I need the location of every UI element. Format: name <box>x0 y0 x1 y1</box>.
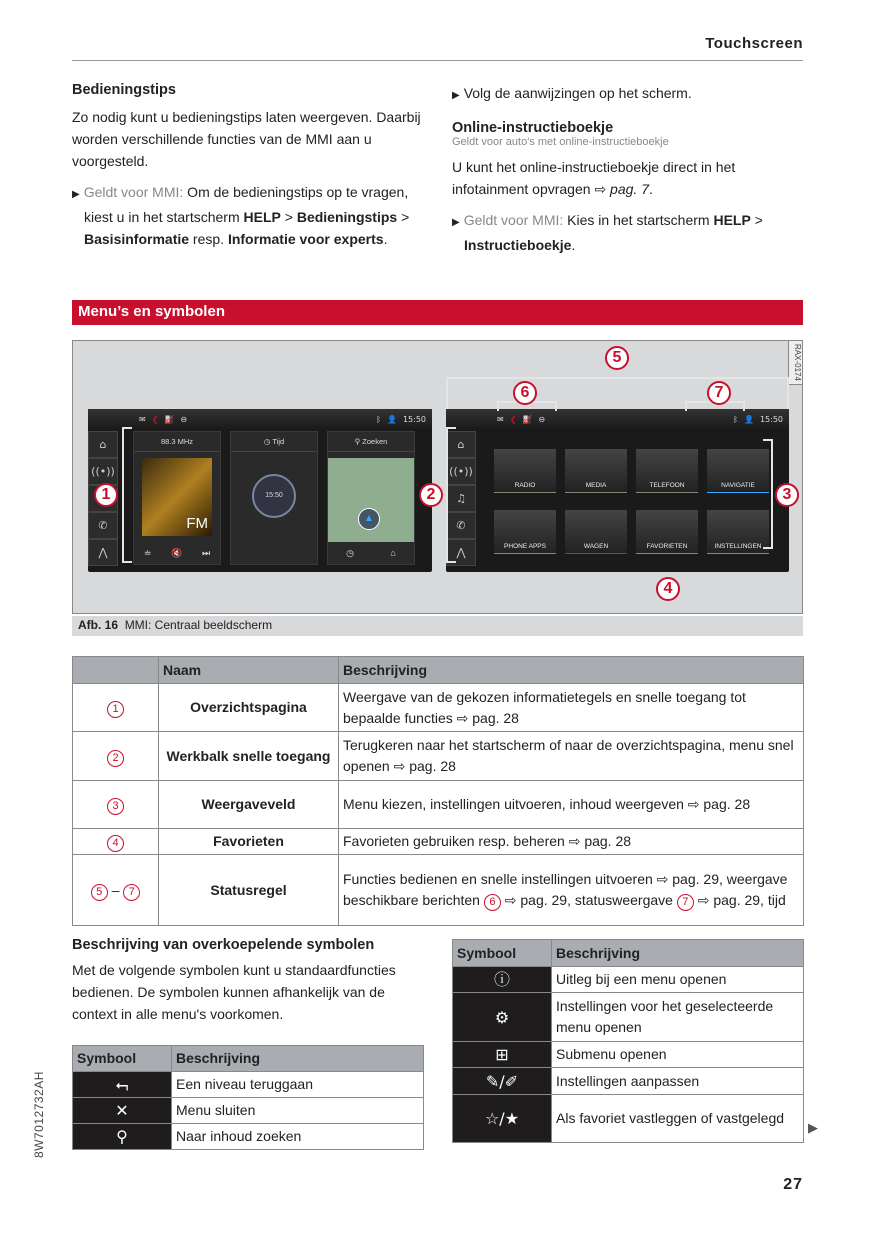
heading-bedieningstips: Bedieningstips <box>72 82 176 98</box>
submenu-icon: ⊞ <box>453 1042 552 1068</box>
tile-wagen[interactable]: WAGEN <box>565 510 627 554</box>
desc: Submenu openen <box>552 1042 804 1068</box>
table-row <box>453 1095 804 1143</box>
desc: Menu kiezen, instellingen uitvoeren, inhoud weergeven ⇨ pag. 28 <box>339 781 804 829</box>
th: Symbool <box>453 940 552 967</box>
bedieningstips-bullet: ▶ Geldt voor MMI: Om de bedieningstips op te vragen, kiest u in het startscherm HELP > Bedieningstips > Basisinformatie resp. Informatie voor experts. <box>72 184 410 247</box>
desc: Naar inhoud zoeken <box>172 1124 424 1150</box>
desc: Een niveau teruggaan <box>172 1072 424 1098</box>
home-icon[interactable]: ⌂ <box>446 431 476 458</box>
name: Overzichtspagina <box>159 684 339 732</box>
th: Beschrijving <box>552 940 804 967</box>
tile-navigatie[interactable]: NAVIGATIE <box>707 449 769 493</box>
home-icon[interactable]: ⌂ <box>88 431 118 458</box>
t: > <box>750 212 763 228</box>
profile-icon: 👤 <box>743 414 754 424</box>
follow-instructions: ▶ Volg de aanwijzingen op het scherm. <box>452 85 692 101</box>
num: 7 <box>123 884 140 901</box>
radio-icon[interactable]: ((•)) <box>446 458 476 485</box>
desc: Weergave van de gekozen informatietegels en snelle toegang tot bepaalde functies ⇨ pag. 28 <box>339 684 804 732</box>
t: ⇨ pag. 29, statusweergave <box>500 892 677 908</box>
fuel-icon: ⛽ <box>164 414 175 424</box>
t: resp. <box>189 231 228 247</box>
desc: Favorieten gebruiken resp. beheren ⇨ pag. 28 <box>339 829 804 855</box>
t: Om de bedieningstips op te vragen, kiest u in het startscherm <box>84 184 409 225</box>
status-icon: ⊖ <box>538 414 546 424</box>
back-icon: ⮢ <box>73 1072 172 1098</box>
clock-tile[interactable] <box>230 431 318 565</box>
nav-controls <box>328 542 414 564</box>
message-icon: ✉ <box>139 414 146 424</box>
page-number: 27 <box>783 1176 803 1193</box>
next-page-arrow-icon[interactable]: ▶ <box>808 1120 818 1135</box>
position-arrow-icon: ▲ <box>358 508 380 530</box>
bracket-3 <box>763 439 773 549</box>
callout-7: 7 <box>707 381 731 405</box>
t: Informatie voor experts <box>227 231 384 247</box>
next-icon[interactable]: ⏭ <box>202 547 211 558</box>
radio-icon[interactable]: ((•)) <box>88 458 118 485</box>
callout-5: 5 <box>605 346 629 370</box>
desc: Terugkeren naar het startscherm of naar de overzichtspagina, menu snel openen ⇨ pag. 28 <box>339 732 804 781</box>
heading-online-manual: Online-instructieboekje <box>452 120 614 136</box>
online-manual-bullet: ▶ Geldt voor MMI: Kies in het startscherm HELP > Instructieboekje. <box>452 212 763 253</box>
tile-instellingen[interactable]: INSTELLINGEN <box>707 510 769 554</box>
desc: Als favoriet vastleggen of vastgelegd <box>552 1095 804 1143</box>
edit-icon: ✎/✐ <box>453 1068 552 1095</box>
phone-icon: ❮ <box>509 414 517 424</box>
num: 3 <box>107 798 124 815</box>
name: Weergaveveld <box>159 781 339 829</box>
desc <box>339 855 804 926</box>
search-tile[interactable] <box>327 431 415 565</box>
online-manual-note: Geldt voor auto's met online-instructieboekje <box>452 136 669 148</box>
history-icon[interactable]: ◷ <box>346 547 355 558</box>
phone-icon: ❮ <box>151 414 159 424</box>
settings-icon: ⚙ <box>453 993 552 1042</box>
table-row <box>453 1068 804 1095</box>
doc-code: 8W7012732AH <box>32 1071 46 1158</box>
section-title: Menu’s en symbolen <box>72 300 803 325</box>
table-row <box>73 855 804 926</box>
name: Statusregel <box>159 855 339 926</box>
table-row <box>453 993 804 1042</box>
num: 6 <box>484 894 501 911</box>
table-row <box>73 684 804 732</box>
analog-clock: 15:50 <box>252 474 296 518</box>
callout-6: 6 <box>513 381 537 405</box>
online-manual-para <box>452 156 804 200</box>
t: Afb. 16 <box>78 618 119 632</box>
phone-icon[interactable]: ✆ <box>446 512 476 539</box>
t: Tijd <box>272 437 285 446</box>
th: Naam <box>159 657 339 684</box>
map <box>328 458 414 542</box>
desc: Instellingen aanpassen <box>552 1068 804 1095</box>
applies-to: Geldt voor MMI: <box>463 212 564 228</box>
table-row <box>453 967 804 993</box>
search-icon: ⚲ <box>73 1124 172 1150</box>
figure-mmi-screen <box>72 340 803 614</box>
status-bar <box>446 409 789 429</box>
tile-media[interactable]: MEDIA <box>565 449 627 493</box>
radio-frequency: 88.3 MHz <box>134 432 220 452</box>
t: ⇨ pag. 29, tijd <box>693 892 786 908</box>
page-ref[interactable]: ⇨ pag. 7 <box>594 181 649 197</box>
equalizer-icon[interactable]: ≐ <box>143 547 152 558</box>
th: Beschrijving <box>339 657 804 684</box>
fm-art <box>142 458 212 536</box>
t: . <box>571 237 576 253</box>
t: . <box>648 181 653 197</box>
symbols-section <box>72 937 427 1025</box>
callout-2: 2 <box>419 483 443 507</box>
clock-title: ◷ Tijd <box>231 432 317 452</box>
name: Favorieten <box>159 829 339 855</box>
symbols-heading: Beschrijving van overkoepelende symbolen <box>72 937 375 953</box>
desc: Menu sluiten <box>172 1098 424 1124</box>
mute-icon[interactable]: 🔇 <box>171 547 183 558</box>
message-icon: ✉ <box>497 414 504 424</box>
tile-telefoon[interactable]: TELEFOON <box>636 449 698 493</box>
music-icon[interactable]: ♫ <box>446 485 476 512</box>
info-icon: ⓘ <box>453 967 552 993</box>
phone-icon[interactable]: ✆ <box>88 512 118 539</box>
home-screen <box>446 409 789 572</box>
num: 2 <box>107 750 124 767</box>
bluetooth-icon: ᛒ <box>733 414 738 424</box>
num: 7 <box>677 894 694 911</box>
status-icon: ⊖ <box>180 414 188 424</box>
t: Basisinformatie <box>84 231 190 247</box>
navigation-icon[interactable]: ⋀ <box>446 539 476 566</box>
callout-4: 4 <box>656 577 680 601</box>
th: Beschrijving <box>172 1046 424 1072</box>
th: Symbool <box>73 1046 172 1072</box>
t: MMI: Centraal beeldscherm <box>124 618 273 632</box>
favorite-icon: ☆/★ <box>453 1095 552 1143</box>
table-row <box>73 781 804 829</box>
table-row <box>73 1098 424 1124</box>
table-row <box>73 732 804 781</box>
menu-table <box>72 656 804 926</box>
num: 4 <box>107 835 124 852</box>
bluetooth-icon: ᛒ <box>376 414 381 424</box>
status-bar <box>88 409 432 429</box>
tile-phone-apps[interactable]: PHONE APPS <box>494 510 556 554</box>
t: > <box>280 209 297 225</box>
overview-screen <box>88 409 432 572</box>
t: HELP <box>713 212 751 228</box>
num: 5 <box>91 884 108 901</box>
clock: 15:50 <box>402 414 426 424</box>
t: Instructieboekje <box>464 237 572 253</box>
t: Volg de aanwijzingen op het scherm. <box>463 85 692 101</box>
t: Kies in het startscherm <box>563 212 714 228</box>
t: > <box>397 209 410 225</box>
table-row <box>73 829 804 855</box>
search-title: ⚲ Zoeken <box>328 432 414 452</box>
t: Bedieningstips <box>296 209 398 225</box>
page-header-title: Touchscreen <box>705 35 803 52</box>
band: FM <box>186 515 208 532</box>
th <box>73 657 159 684</box>
right-column <box>452 82 804 256</box>
t: U kunt het online-instructieboekje direct in het infotainment opvragen <box>452 159 736 197</box>
profile-icon: 👤 <box>386 414 397 424</box>
symbols-table-right <box>452 939 804 1143</box>
fuel-icon: ⛽ <box>522 414 533 424</box>
figure-caption <box>72 616 803 636</box>
header-divider <box>72 60 803 61</box>
t: . <box>383 231 388 247</box>
desc: Instellingen voor het geselecteerde menu openen <box>552 993 804 1042</box>
symbols-para: Met de volgende symbolen kunt u standaardfuncties bedienen. De symbolen kunnen afhankelijk van de context in alle menu's voorkomen. <box>72 962 396 1022</box>
table-row <box>453 1042 804 1068</box>
callout-3: 3 <box>775 483 799 507</box>
radio-controls <box>134 542 220 564</box>
navigation-icon[interactable]: ⋀ <box>88 539 118 566</box>
radio-tile[interactable] <box>133 431 221 565</box>
left-column <box>72 82 427 250</box>
callout-1: 1 <box>94 483 118 507</box>
figure-code: RAX-0174 <box>788 341 802 385</box>
name: Werkbalk snelle toegang <box>159 732 339 781</box>
t: – <box>111 881 120 898</box>
symbols-table-left <box>72 1045 424 1150</box>
table-row <box>73 1072 424 1098</box>
t: HELP <box>243 209 281 225</box>
bedieningstips-para: Zo nodig kunt u bedieningstips laten weergeven. Daarbij worden verschillende functies van de MMI aan u voorgesteld. <box>72 109 421 169</box>
clock: 15:50 <box>759 414 783 424</box>
close-icon: ✕ <box>73 1098 172 1124</box>
t: Zoeken <box>362 437 388 446</box>
home-icon[interactable]: ⌂ <box>390 548 396 558</box>
tile-radio[interactable]: RADIO <box>494 449 556 493</box>
desc: Uitleg bij een menu openen <box>552 967 804 993</box>
applies-to: Geldt voor MMI: <box>83 184 184 200</box>
table-row <box>73 1124 424 1150</box>
bracket-1 <box>122 427 132 563</box>
tile-favorieten[interactable]: FAVORIETEN <box>636 510 698 554</box>
bracket-2 <box>446 427 456 563</box>
t: Functies bedienen en snelle instellingen uitvoeren ⇨ pag. 29, weergave beschikbare berichten <box>343 871 788 908</box>
num: 1 <box>107 701 124 718</box>
